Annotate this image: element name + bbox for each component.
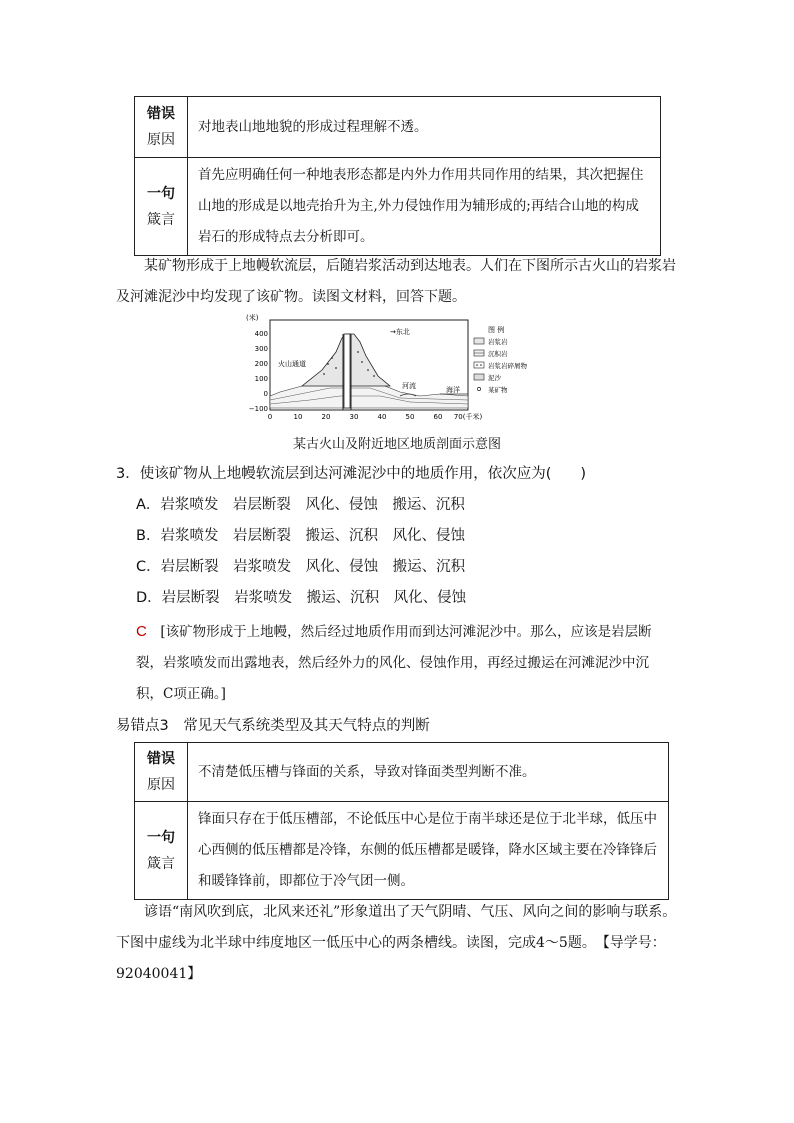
question-3: 3．使该矿物从上地幔软流层到达河滩泥沙中的地质作用，依次应为( ) — [116, 466, 587, 482]
direction-label: →东北 — [390, 328, 410, 336]
label-error-reason: 错误 原因 — [135, 743, 188, 802]
option-b: B．岩浆喷发 岩层断裂 搬运、沉积 风化、侵蚀 — [136, 528, 465, 544]
label-maxim: 一句 箴言 — [135, 802, 188, 900]
y-tick: 0 — [263, 390, 268, 398]
x-tick: 70(千米) — [453, 413, 483, 421]
x-tick: 40 — [377, 413, 387, 421]
legend-title: 图 例 — [488, 326, 505, 334]
legend-item: 岩浆岩 — [488, 338, 508, 346]
label-error-reason: 错误 原因 — [135, 97, 188, 158]
error-reason-text: 对地表山地地貌的形成过程理解不透。 — [188, 97, 661, 158]
error-reason-text: 不清楚低压槽与锋面的关系，导致对锋面类型判断不准。 — [188, 743, 669, 802]
x-tick: 20 — [321, 413, 331, 421]
maxim-text: 锋面只存在于低压槽部，不论低压中心是位于南半球还是位于北半球，低压中心西侧的低压槽都是冷锋，东侧的低压槽都是暖锋，降水区域主要在冷锋锋后和暖锋锋前，即都位于冷气团一侧。 — [188, 802, 669, 900]
x-tick: 0 — [267, 413, 273, 421]
volcanic-channel — [344, 334, 350, 408]
x-tick: 60 — [433, 413, 443, 421]
option-d: D．岩层断裂 岩浆喷发 搬运、沉积 风化、侵蚀 — [136, 590, 467, 606]
final-paragraph: 谚语“南风吹到底，北风来还礼”形象道出了天气阴晴、气压、风向之间的影响与联系。下图中虚线为北半球中纬度地区一低压中心的两条槽线。读图，完成4～5题。 【导学号：92040041】 — [116, 904, 677, 982]
y-unit: (米) — [246, 314, 259, 322]
label-sea: 海洋 — [446, 386, 460, 394]
answer-letter: C — [136, 623, 147, 640]
figure-caption: 某古火山及附近地区地质剖面示意图 — [292, 437, 501, 452]
intro-paragraph: 某矿物形成于上地幔软流层，后随岩浆活动到达地表。人们在下图所示古火山的岩浆岩及河滩泥沙中均发现了该矿物。读图文材料，回答下题。 — [116, 258, 676, 305]
figure-legend — [474, 325, 528, 394]
error-table-2 — [134, 742, 669, 900]
label-maxim: 一句 箴言 — [135, 158, 188, 256]
section-heading: 易错点3 常见天气系统类型及其天气特点的判断 — [116, 718, 430, 734]
legend-item: 某矿物 — [488, 386, 508, 394]
y-tick: −100 — [248, 405, 268, 413]
volcano-cross-section-figure — [240, 312, 540, 430]
y-tick: 300 — [254, 345, 268, 353]
y-tick: 200 — [254, 360, 268, 368]
y-tick: 400 — [254, 330, 268, 338]
label-volcanic-channel: 火山通道 — [278, 360, 306, 368]
legend-item: 岩浆岩碎屑物 — [488, 362, 527, 370]
x-tick: 50 — [405, 413, 415, 421]
x-tick: 30 — [349, 413, 359, 421]
label-river: 河流 — [402, 382, 416, 390]
answer-explanation: C [该矿物形成于上地幔，然后经过地质作用而到达河滩泥沙中。那么，应该是岩层断裂，岩浆喷发而出露地表，然后经外力的风化、侵蚀作用，再经过搬运在河滩泥沙中沉积，C项正确。] — [136, 623, 652, 702]
y-tick: 100 — [254, 375, 268, 383]
error-table-1 — [134, 96, 661, 256]
maxim-text: 首先应明确任何一种地表形态都是内外力作用共同作用的结果，其次把握住山地的形成是以地壳抬升为主,外力侵蚀作用为辅形成的;再结合山地的构成岩石的形成特点去分析即可。 — [188, 158, 661, 256]
legend-item: 沉积岩 — [488, 350, 508, 358]
option-a: A．岩浆喷发 岩层断裂 风化、侵蚀 搬运、沉积 — [136, 497, 465, 513]
legend-item: 泥沙 — [488, 374, 501, 382]
x-tick: 10 — [293, 413, 303, 421]
option-c: C．岩层断裂 岩浆喷发 风化、侵蚀 搬运、沉积 — [136, 559, 466, 575]
